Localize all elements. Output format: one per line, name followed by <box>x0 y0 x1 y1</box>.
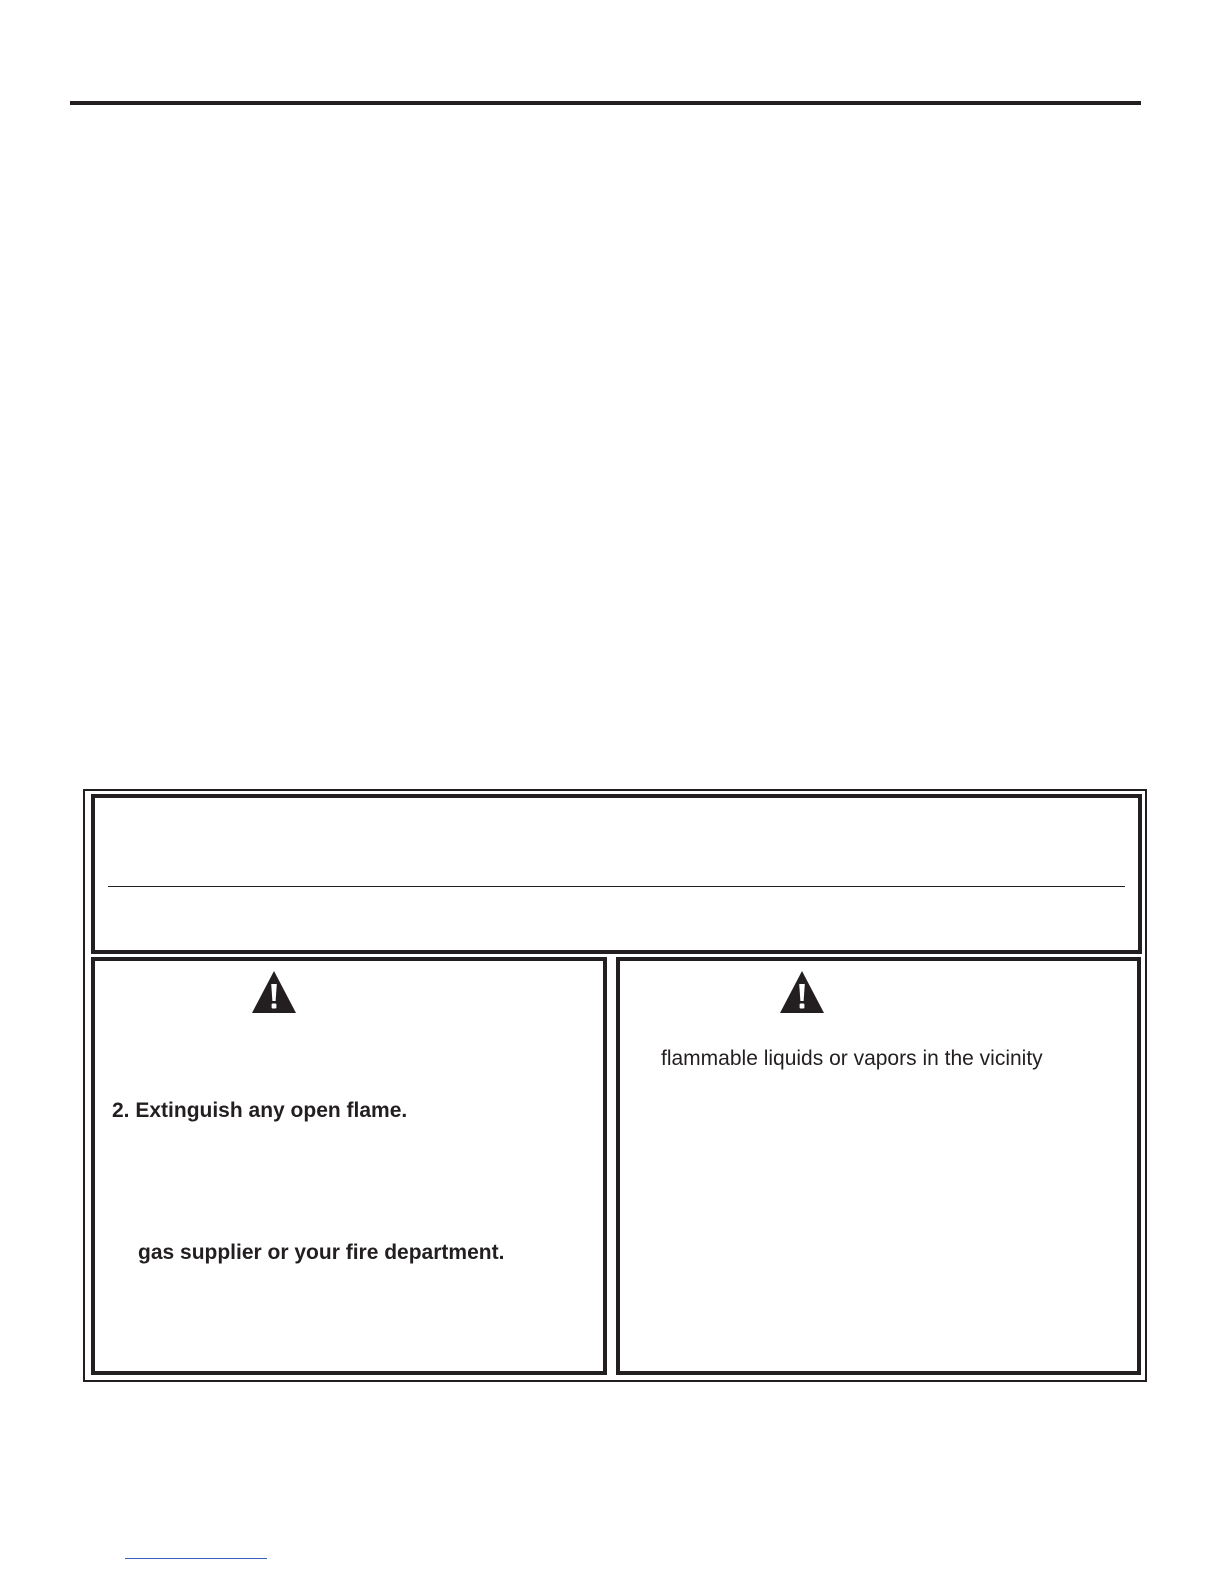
footer-link-underline[interactable] <box>125 1558 267 1559</box>
warning-panel-left <box>91 957 607 1375</box>
instruction-step-2: 2. Extinguish any open flame. <box>112 1099 408 1122</box>
instruction-continuation: gas supplier or your fire department. <box>138 1241 505 1264</box>
warning-panel-right <box>616 957 1141 1375</box>
warning-header-box <box>91 794 1142 954</box>
warning-header-divider <box>108 886 1125 887</box>
header-rule <box>70 101 1141 105</box>
warning-text-line: flammable liquids or vapors in the vicinity <box>661 1047 1043 1070</box>
warning-triangle-icon <box>779 970 825 1014</box>
warning-triangle-icon <box>251 970 297 1014</box>
